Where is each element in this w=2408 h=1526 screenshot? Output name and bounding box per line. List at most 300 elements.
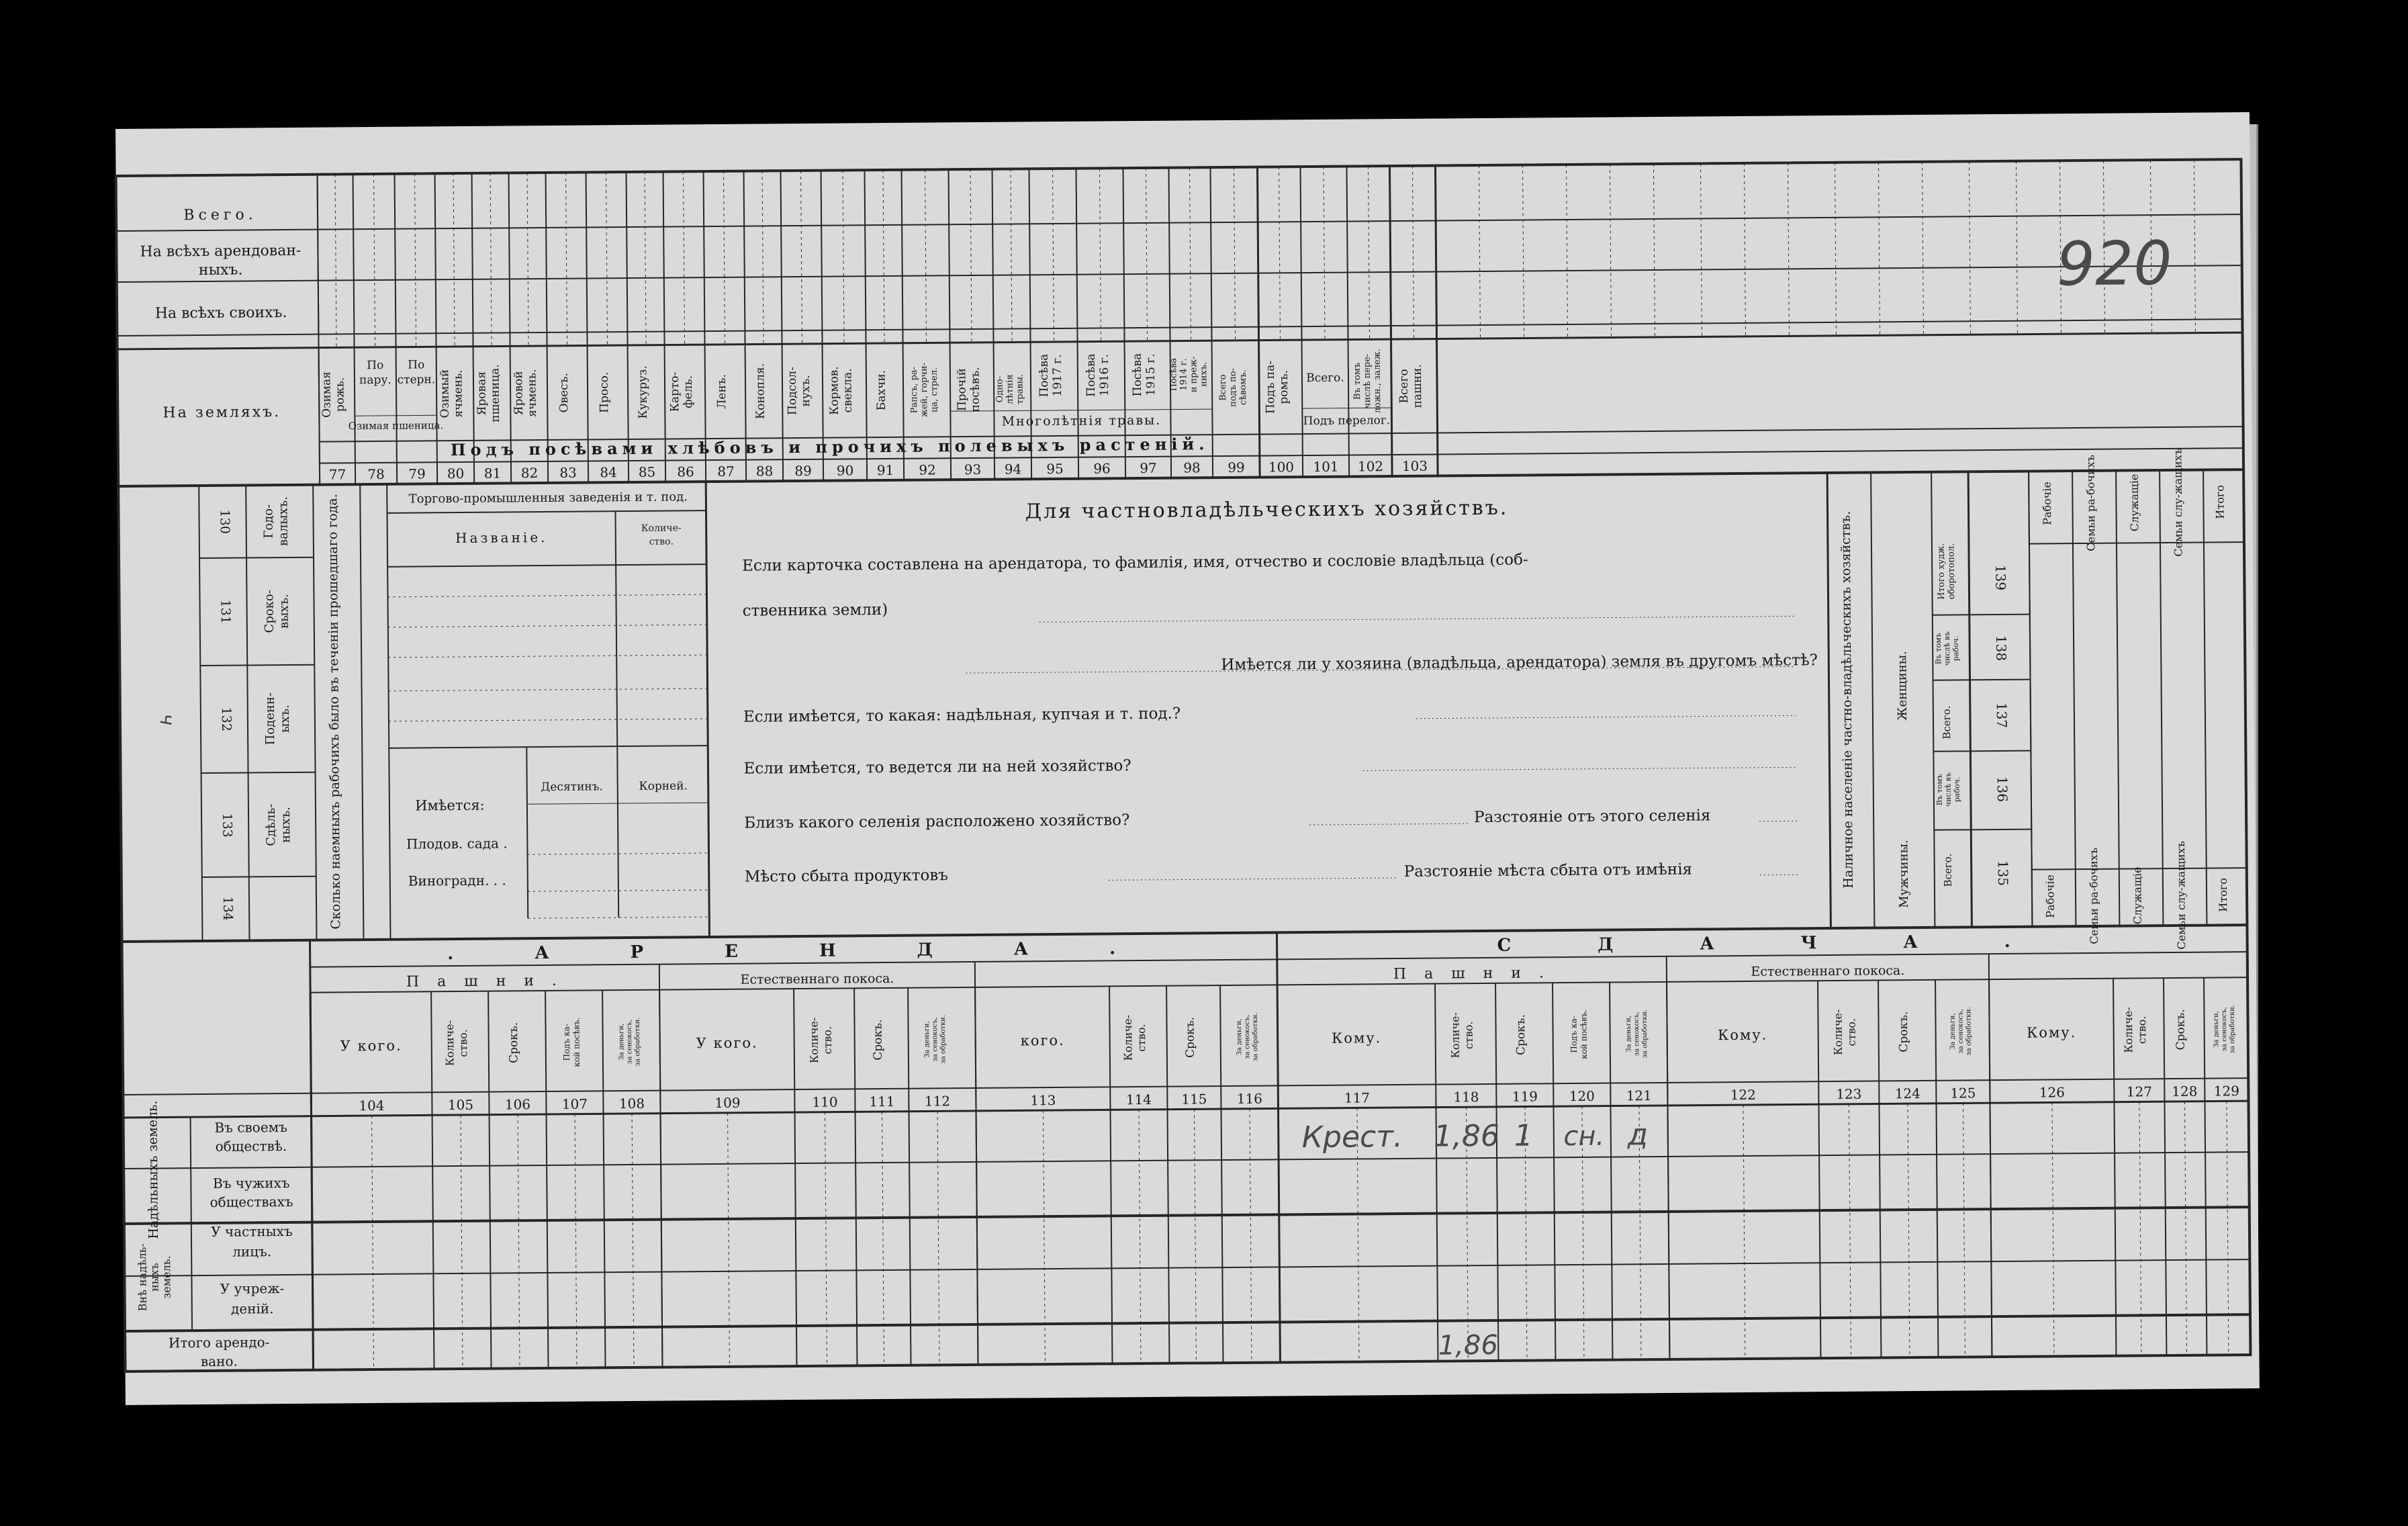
column-rule (706, 482, 709, 937)
column-guide (453, 173, 455, 347)
whom-header: кого. (1020, 1032, 1065, 1049)
column-header: Одно- (994, 375, 1005, 403)
column-number: 94 (1004, 461, 1022, 478)
column-rule (1123, 168, 1126, 478)
row-label-private: лицъ. (232, 1243, 272, 1260)
column-rule (2116, 471, 2119, 926)
column-header: свекла. (841, 368, 855, 413)
population-number: 136 (1994, 776, 2010, 803)
column-header: Подсол- (785, 367, 800, 416)
column-guide (882, 1112, 884, 1365)
column-guide (2227, 1101, 2229, 1355)
livestock-rule (201, 772, 316, 773)
row-rule (124, 1207, 2250, 1224)
column-number: 91 (876, 461, 894, 479)
column-number: 112 (924, 1093, 951, 1110)
extra-column-rule (1566, 165, 1567, 338)
vineyard-label: Виноградн. . . (408, 872, 506, 889)
population-header: Въ томъ (1935, 774, 1944, 806)
non-nadel-group-label: земель. (160, 1255, 173, 1299)
column-number: 100 (1268, 459, 1295, 476)
row-label-leased: На всѣхъ арендован- (140, 242, 302, 261)
column-guide (1963, 1103, 1965, 1357)
right-column-header: Служащіе (2127, 474, 2141, 532)
column-number: 88 (755, 463, 774, 480)
column-header: Всего (1397, 369, 1411, 404)
extra-column-rule (1700, 163, 1702, 336)
column-number: 125 (1950, 1085, 1976, 1102)
livestock-number: 133 (220, 813, 235, 838)
pokos-header: Естественнаго покоса. (1751, 963, 1905, 979)
question-text: ственника земли) (742, 600, 888, 620)
trade-rule (387, 510, 706, 513)
row-label-institutions: У учреж- (220, 1280, 285, 1297)
bottom-column-rule (854, 988, 857, 1365)
column-rule (1076, 169, 1079, 479)
question-text: Если имѣется, то какая: надѣльная, купчая и т. под.? (743, 705, 1181, 726)
orchard-label: Плодов. сада . (406, 835, 508, 852)
trade-name-header: Названіе. (455, 529, 548, 547)
column-number: 110 (812, 1093, 838, 1110)
column-guide (1412, 166, 1414, 339)
subgroup-rule (950, 409, 1212, 411)
column-number: 107 (561, 1095, 588, 1112)
column-rule (1389, 166, 1392, 476)
column-guide (2052, 1102, 2054, 1356)
right-column-header: Семьи слу-жащихъ (2171, 448, 2185, 557)
group-header-winter-wheat: Озимая пшеница. (348, 419, 444, 433)
question-text: Мѣсто сбыта продуктовъ (744, 866, 948, 886)
column-rule (1029, 169, 1032, 479)
census-form (115, 112, 2260, 1405)
population-header: рабоч. (1952, 776, 1961, 803)
column-header: нухъ. (798, 375, 813, 407)
trade-rule (615, 511, 618, 917)
question-text: Разстояніе отъ этого селенія (1474, 807, 1711, 827)
column-number: 103 (1401, 457, 1428, 474)
column-guide (632, 1114, 634, 1367)
hired-workers-label: Сколько наемныхъ рабочихъ было въ теченіи прошедшаго года. (325, 494, 344, 930)
bottom-column-rule (1818, 981, 1820, 1358)
money-header: За деньги, (1949, 1013, 1957, 1050)
dotted-line (388, 655, 707, 658)
dotted-line (388, 625, 707, 627)
column-rule (1210, 167, 1213, 478)
row-label-total-leased: вано. (200, 1353, 238, 1370)
column-rule (1968, 472, 1972, 927)
qty-header: Количе- (443, 1020, 457, 1067)
column-number: 90 (836, 462, 854, 479)
column-header: пару. (359, 373, 391, 388)
money-header: за сенокосъ, (931, 1017, 939, 1062)
column-rule (1871, 472, 1874, 928)
nadel-group-label: Надѣльныхъ земель. (145, 1100, 161, 1239)
column-guide (1190, 167, 1191, 341)
whom-header: У кого. (340, 1037, 402, 1054)
bottom-column-rule (310, 993, 313, 1370)
non-nadel-group-label: ныхъ (148, 1263, 161, 1292)
livestock-label: выхъ. (277, 594, 291, 629)
population-header: рабоч. (1951, 635, 1961, 662)
qty-header: ство. (821, 1026, 834, 1054)
column-rule (318, 175, 320, 485)
question-text: Если имѣется, то ведется ли на ней хозяйство? (743, 757, 1131, 778)
qty-header: Количе- (807, 1017, 821, 1064)
bottom-column-rule (908, 988, 911, 1365)
group-header-perennial: Многолѣтнія травы. (1001, 412, 1162, 429)
column-guide (843, 170, 844, 343)
trade-rule (526, 747, 528, 918)
column-rule (865, 170, 868, 480)
handwritten-sheet-number: 920 (2056, 228, 2172, 300)
column-guide (684, 171, 685, 345)
column-header: Посѣва (1130, 353, 1145, 397)
column-header: Овесъ. (557, 373, 571, 413)
extra-column-rule (1788, 163, 1789, 336)
livestock-label: ныхъ. (278, 807, 293, 843)
column-number: 77 (328, 466, 346, 483)
row-label-on-lands: На земляхъ. (163, 404, 281, 422)
term-header: Срокъ. (871, 1019, 885, 1061)
livestock-rule (313, 485, 316, 940)
column-guide (490, 173, 492, 347)
group-header-fallow: Подъ перелог. (1303, 414, 1391, 429)
column-header: 1917 г. (1050, 354, 1065, 397)
column-number: 111 (869, 1093, 895, 1110)
roots-header: Корней. (639, 779, 688, 793)
question-text: Если карточка составлена на арендатора, то фамилія, имя, отчество и сословіе владѣльца (соб- (742, 551, 1528, 575)
bottom-column-rule (1610, 983, 1612, 1360)
column-guide (606, 172, 608, 345)
column-number: 108 (618, 1095, 645, 1112)
dotted-line (389, 688, 708, 691)
column-number: 104 (359, 1097, 385, 1114)
column-header: Всего. (1306, 371, 1344, 386)
column-guide (2139, 1102, 2141, 1355)
column-number: 97 (1140, 459, 1157, 477)
row-label-own-society: Въ своемъ (214, 1119, 287, 1136)
whom-header: У кого. (696, 1034, 758, 1052)
column-guide (1139, 1110, 1141, 1363)
column-number: 101 (1313, 458, 1339, 476)
column-rule (627, 172, 629, 482)
column-guide (1234, 167, 1235, 341)
population-number: 139 (1992, 564, 2009, 591)
column-number: 93 (964, 461, 982, 478)
livestock-label: ыхъ. (277, 705, 293, 733)
bottom-column-rule (1220, 985, 1223, 1363)
trade-rule (387, 564, 706, 567)
column-rule (509, 173, 512, 483)
bottom-column-rule (1667, 982, 1669, 1359)
population-header: числѣ въ (1943, 772, 1953, 807)
row-label-own-society: обществѣ. (215, 1138, 287, 1155)
column-header: Яровой (512, 371, 526, 416)
column-header: Рапсъ, ра- (909, 366, 920, 414)
column-rule (2029, 472, 2032, 927)
bottom-column-rule (1435, 984, 1438, 1361)
bottom-column-rule (1166, 986, 1169, 1363)
population-rule (1934, 829, 2031, 830)
question-text: Близъ какого селенія расположено хозяйство? (744, 811, 1130, 832)
whom-header: Кому. (1331, 1030, 1382, 1046)
column-header: пашни. (1410, 364, 1425, 408)
column-number: 129 (2213, 1083, 2240, 1099)
column-guide (1250, 1109, 1252, 1363)
column-guide (374, 174, 375, 347)
bottom-column-rule (1553, 983, 1555, 1360)
handwritten-total: 1,86 (1438, 1329, 1498, 1361)
column-number: 109 (714, 1094, 741, 1112)
column-guide (566, 173, 567, 346)
right-column-header: Семьи ра-бочихъ (2086, 848, 2101, 944)
column-number: 78 (367, 465, 385, 483)
crop-header: Подъ ка- (561, 1024, 571, 1061)
column-number: 106 (504, 1096, 531, 1113)
qty-header: ство. (1462, 1021, 1475, 1050)
bottom-column-rule (2204, 978, 2207, 1355)
livestock-label: Сроко- (262, 589, 277, 633)
qty-header: ство. (1845, 1018, 1858, 1046)
has-label: Имѣется: (415, 797, 485, 814)
column-header: Всего (1217, 374, 1229, 401)
column-number: 86 (677, 463, 694, 480)
population-header: числѣ въ (1942, 631, 1952, 666)
answer-dotted-line (1309, 823, 1471, 825)
column-header: Посѣва (1168, 357, 1179, 392)
pashni-header: П а ш н и . (1393, 964, 1551, 983)
handwritten-crop: сн. (1563, 1120, 1605, 1153)
column-header: Просо. (597, 371, 612, 413)
column-number: 98 (1183, 459, 1201, 476)
trade-header: Торгово-промышленныя заведенія и т. под. (408, 490, 688, 506)
column-guide (937, 1111, 939, 1365)
column-number: 81 (483, 465, 502, 482)
column-guide (518, 1114, 520, 1368)
column-number: 85 (638, 463, 656, 480)
money-header: за обработки. (2228, 1004, 2237, 1054)
column-header: Конопля. (753, 363, 768, 420)
right-column-header: Итого (2213, 485, 2227, 519)
column-header: По (408, 358, 425, 372)
bottom-column-rule (1935, 980, 1938, 1357)
column-guide (825, 1112, 827, 1366)
column-header: Яровая (475, 371, 489, 416)
column-guide (970, 169, 972, 343)
row-label-other-society: Въ чужихъ (212, 1175, 290, 1192)
column-header: 1915 г. (1144, 353, 1158, 396)
column-rule (902, 170, 905, 480)
column-header: травы. (1015, 373, 1025, 405)
population-number: 138 (1993, 635, 2010, 662)
column-header: ромъ. (1277, 369, 1291, 404)
livestock-rule (199, 486, 202, 941)
column-guide (1053, 169, 1054, 342)
population-label: Наличное населеніе частно-владѣльческихъ хозяйствъ. (1838, 510, 1856, 889)
column-header: числѣ пере- (1362, 353, 1373, 409)
column-number: 79 (408, 465, 426, 482)
arenda-title: . А Р Е Н Д А . (447, 938, 1154, 964)
money-header: За деньги, (2212, 1011, 2221, 1048)
livestock-label: Поденн- (263, 692, 278, 746)
column-header: Подъ па- (1263, 360, 1278, 414)
right-column-header: Семьи ра-бочихъ (2084, 455, 2098, 551)
handwritten-mark: ч (154, 713, 179, 726)
column-number: 80 (447, 465, 465, 482)
column-rule (1827, 473, 1831, 928)
extra-column-rule (1653, 164, 1655, 337)
term-header: Срокъ. (2174, 1009, 2188, 1050)
column-header: Ленъ. (714, 373, 729, 409)
column-number: 105 (447, 1096, 474, 1114)
group-rule (191, 1117, 192, 1331)
pokos-header: Естественнаго покоса. (740, 971, 894, 987)
column-rule (821, 171, 824, 481)
question-text: Имѣется ли у хозяина (владѣльца, арендатора) земля въ другомъ мѣстѣ? (1221, 652, 1818, 674)
column-rule (949, 169, 952, 480)
column-number: 117 (1344, 1089, 1371, 1106)
column-guide (575, 1114, 577, 1368)
column-rule (1169, 168, 1172, 478)
column-number: 127 (2126, 1083, 2153, 1100)
column-rule (586, 173, 589, 483)
term-header: Срокъ. (1896, 1011, 1911, 1052)
column-number: 126 (2039, 1084, 2066, 1101)
extra-column-rule (1969, 161, 1970, 334)
column-guide (415, 174, 416, 347)
row-label-private: У частныхъ (211, 1222, 293, 1240)
form-title: Для частновладѣльческихъ хозяйствъ. (1025, 496, 1509, 524)
column-header: рожь. (333, 377, 347, 412)
column-rule (2203, 470, 2207, 926)
money-header: за сенокосъ, (625, 1019, 634, 1065)
column-header: Посѣва (1037, 353, 1052, 398)
money-header: за сенокосъ, (1243, 1014, 1252, 1059)
bottom-column-rule (794, 989, 796, 1366)
column-number: 92 (919, 461, 936, 478)
census-card-sheet (115, 112, 2260, 1405)
column-header: Посѣва (1084, 353, 1099, 397)
money-header: за сенокосъ, (1957, 1009, 1965, 1054)
population-header: Итого худж. (1936, 543, 1947, 600)
non-nadel-group-label: Внѣ надѣль- (136, 1243, 149, 1312)
qty-header: Количе- (1831, 1009, 1845, 1056)
column-header: Озимый (438, 369, 452, 418)
qty-header: Количе- (2121, 1007, 2135, 1053)
column-guide (372, 1116, 374, 1370)
column-header: лѣтнія (1005, 374, 1015, 404)
population-header: Всего. (1941, 853, 1954, 887)
qty-header: ство. (2135, 1016, 2149, 1044)
population-number: 137 (1993, 702, 2010, 729)
column-rule (353, 174, 356, 484)
livestock-number: 132 (218, 707, 234, 731)
column-number: 122 (1730, 1086, 1757, 1104)
men-label: Мужчины. (1896, 840, 1912, 908)
livestock-label: Годо- (261, 504, 276, 539)
extra-column-rule (1479, 165, 1480, 339)
right-column-header: Итого (2216, 878, 2230, 912)
dotted-line (387, 594, 706, 597)
column-number: 114 (1125, 1091, 1152, 1108)
bottom-column-rule (1277, 985, 1280, 1362)
column-guide (762, 171, 763, 344)
answer-dotted-line (1416, 715, 1796, 718)
row-rule (125, 1314, 2250, 1331)
answer-dotted-line (1039, 616, 1795, 622)
column-rule (744, 171, 747, 482)
column-rule (1300, 167, 1303, 477)
bottom-column-rule (1989, 979, 1992, 1357)
sdacha-title: С Д А Ч А . (1497, 931, 2051, 956)
column-header: Кормов. (827, 366, 841, 416)
row-rule (124, 1259, 2250, 1276)
row-label-total: Всего. (183, 206, 257, 224)
column-rule (992, 169, 995, 480)
term-header: Срокъ. (1183, 1016, 1197, 1059)
column-rule (360, 484, 363, 940)
bottom-column-rule (602, 990, 605, 1367)
column-rule (395, 174, 398, 484)
money-header: за обработки. (633, 1017, 642, 1067)
column-header: Озимая (320, 371, 334, 418)
column-number: 119 (1512, 1088, 1538, 1105)
column-number: 99 (1228, 459, 1245, 476)
column-guide (2184, 1102, 2186, 1355)
extra-column-rule (1610, 165, 1611, 338)
money-header: за обработки. (939, 1014, 947, 1064)
column-number: 83 (559, 464, 577, 481)
column-number: 128 (2172, 1083, 2198, 1099)
money-header: за обработки. (1965, 1006, 1973, 1056)
trade-qty-header: Количе- (641, 523, 682, 534)
answer-dotted-line (1363, 767, 1796, 770)
right-column-header: Служащіе (2131, 866, 2144, 925)
qty-header: ство. (457, 1029, 470, 1057)
row-label-institutions: деній. (230, 1300, 274, 1317)
whom-header: Кому. (2026, 1024, 2077, 1041)
column-rule (472, 173, 475, 484)
column-header: нихъ. (1199, 361, 1209, 387)
column-rule (704, 171, 706, 482)
desyatin-header: Десятинъ. (541, 780, 604, 795)
crop-header: Подъ ка- (1569, 1016, 1579, 1053)
bottom-column-rule (431, 991, 434, 1369)
column-number: 102 (1357, 458, 1384, 475)
crop-header: кой посѣвъ. (1579, 1009, 1589, 1059)
column-guide (335, 174, 336, 347)
dotted-line (389, 719, 708, 721)
bottom-column-rule (2113, 979, 2116, 1356)
column-header: ложн., залеж. (1372, 349, 1383, 414)
column-guide (1279, 167, 1280, 340)
column-guide (1368, 166, 1369, 339)
column-header: посѣвъ. (968, 367, 982, 412)
bottom-column-rule (488, 991, 491, 1369)
subgroup-rule (355, 415, 436, 416)
row-label-other-society: обществахъ (210, 1193, 293, 1210)
qty-header: Количе- (1121, 1014, 1135, 1061)
column-number: 120 (1569, 1087, 1595, 1105)
column-header: сѣвомъ. (1238, 369, 1249, 406)
money-header: За деньги, (1235, 1018, 1244, 1056)
bottom-column-rule (545, 991, 548, 1368)
column-number: 116 (1236, 1090, 1263, 1107)
money-header: за сенокосъ, (1632, 1012, 1641, 1057)
question-text: Разстояніе мѣста сбыта отъ имѣнія (1403, 860, 1693, 881)
money-header: за обработки. (1251, 1012, 1260, 1062)
column-guide (925, 170, 927, 343)
